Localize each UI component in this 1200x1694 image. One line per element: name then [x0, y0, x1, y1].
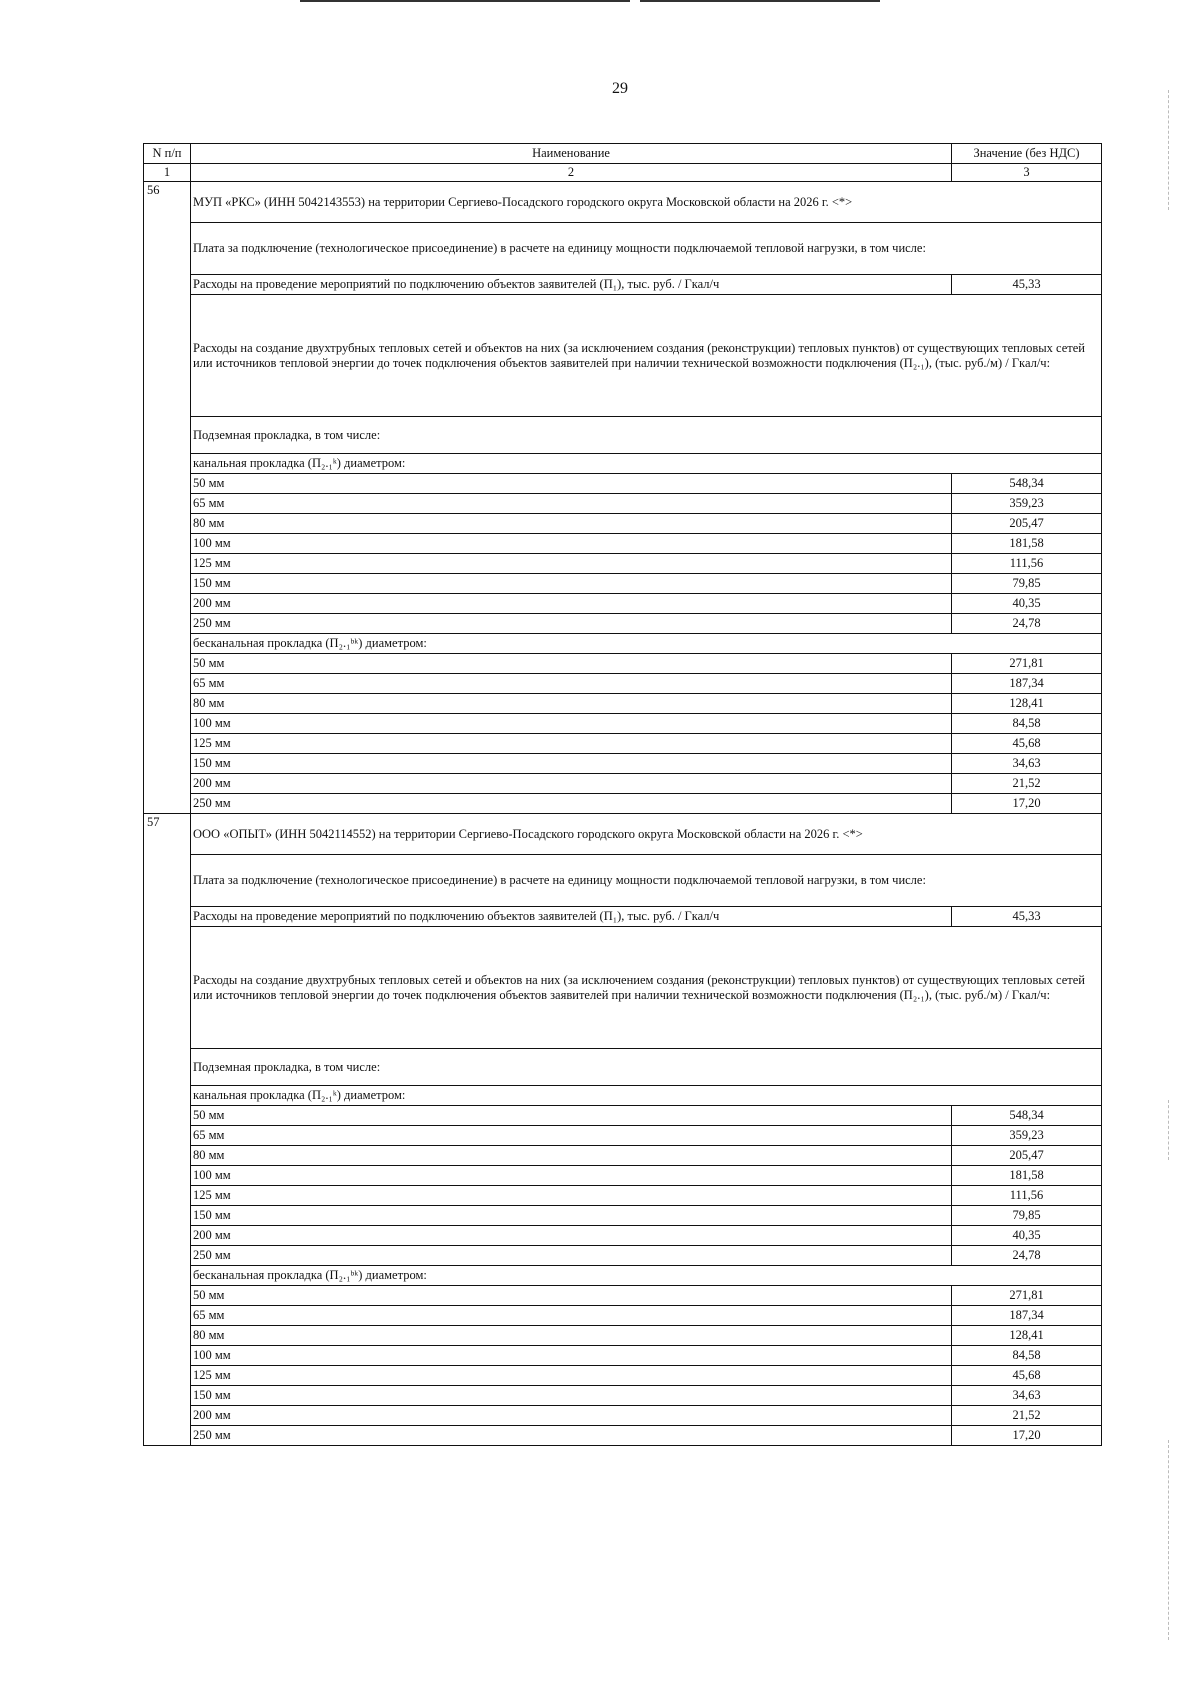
diameter-label: 100 мм: [191, 1346, 952, 1366]
diameter-label: 65 мм: [191, 674, 952, 694]
diameter-label: 250 мм: [191, 1246, 952, 1266]
diameter-value: 271,81: [952, 654, 1102, 674]
diameter-label: 100 мм: [191, 714, 952, 734]
diameter-label: 80 мм: [191, 1146, 952, 1166]
table-row: [144, 734, 1102, 754]
p1-value: 45,33: [952, 275, 1102, 295]
diameter-value: 128,41: [952, 1326, 1102, 1346]
network-cost-row: [144, 927, 1102, 1049]
section-number: 56: [144, 182, 191, 814]
diameter-value: 45,68: [952, 734, 1102, 754]
network-cost-row: [144, 295, 1102, 417]
header-cell: Наименование: [191, 144, 952, 164]
diameter-value: 17,20: [952, 794, 1102, 814]
diameter-value: 17,20: [952, 1426, 1102, 1446]
column-number: 2: [191, 164, 952, 182]
page-number: 29: [612, 80, 628, 97]
column-number: 1: [144, 164, 191, 182]
diameter-label: 65 мм: [191, 1306, 952, 1326]
table-row: [144, 774, 1102, 794]
diameter-value: 34,63: [952, 1386, 1102, 1406]
diameter-value: 24,78: [952, 1246, 1102, 1266]
table-row: [144, 1426, 1102, 1446]
p1-value: 45,33: [952, 907, 1102, 927]
channelless-laying-label: бесканальная прокладка (П₂.₁ᵇᵏ) диаметром:: [191, 634, 1102, 654]
diameter-label: 200 мм: [191, 594, 952, 614]
diameter-value: 111,56: [952, 554, 1102, 574]
diameter-label: 65 мм: [191, 494, 952, 514]
column-number-row: [144, 164, 1102, 182]
diameter-value: 21,52: [952, 774, 1102, 794]
diameter-value: 40,35: [952, 1226, 1102, 1246]
diameter-value: 359,23: [952, 1126, 1102, 1146]
diameter-label: 150 мм: [191, 754, 952, 774]
table-row: [144, 554, 1102, 574]
diameter-value: 111,56: [952, 1186, 1102, 1206]
channel-laying-label: канальная прокладка (П₂.₁ᵏ) диаметром:: [191, 1086, 1102, 1106]
diameter-label: 80 мм: [191, 514, 952, 534]
table-row: [144, 1406, 1102, 1426]
scan-edge-mark: [1168, 1440, 1169, 1640]
table-row: [144, 1366, 1102, 1386]
diameter-label: 200 мм: [191, 1406, 952, 1426]
table-row: [144, 534, 1102, 554]
table-row: [144, 614, 1102, 634]
diameter-label: 100 мм: [191, 534, 952, 554]
diameter-value: 187,34: [952, 674, 1102, 694]
table-row: [144, 1226, 1102, 1246]
scan-top-line: [300, 0, 630, 2]
fee-intro-row: [144, 855, 1102, 907]
table-row: [144, 474, 1102, 494]
diameter-label: 80 мм: [191, 694, 952, 714]
channel-laying-label: канальная прокладка (П₂.₁ᵏ) диаметром:: [191, 454, 1102, 474]
table-row: [144, 794, 1102, 814]
diameter-label: 150 мм: [191, 1386, 952, 1406]
diameter-label: 200 мм: [191, 1226, 952, 1246]
diameter-label: 250 мм: [191, 1426, 952, 1446]
organization-name: ООО «ОПЫТ» (ИНН 5042114552) на территории Сергиево-Посадского городского округа Московской области на 2026 г. <*>: [191, 814, 1102, 855]
p1-row: [144, 907, 1102, 927]
table-row: [144, 654, 1102, 674]
table-row: [144, 714, 1102, 734]
network-cost-description: Расходы на создание двухтрубных тепловых сетей и объектов на них (за исключением создания (реконструкции) тепловых пунктов) от существующих тепловых сетей или источников тепловой энергии до точек подключения объектов заявителей при наличии технической возможности подключения (П₂.₁), (тыс. руб./м) / Гкал/ч:: [191, 927, 1102, 1049]
diameter-value: 128,41: [952, 694, 1102, 714]
diameter-label: 50 мм: [191, 1286, 952, 1306]
channelless-laying-label: бесканальная прокладка (П₂.₁ᵇᵏ) диаметром:: [191, 1266, 1102, 1286]
diameter-value: 21,52: [952, 1406, 1102, 1426]
tariff-table: [143, 143, 1102, 1446]
table-row: [144, 1386, 1102, 1406]
column-number: 3: [952, 164, 1102, 182]
scan-edge-mark: [1168, 1100, 1169, 1160]
table-row: [144, 1106, 1102, 1126]
table-row: [144, 574, 1102, 594]
diameter-label: 50 мм: [191, 654, 952, 674]
underground-row: [144, 417, 1102, 454]
diameter-value: 40,35: [952, 594, 1102, 614]
diameter-value: 205,47: [952, 1146, 1102, 1166]
underground-label: Подземная прокладка, в том числе:: [191, 1049, 1102, 1086]
table-row: [144, 1166, 1102, 1186]
fee-intro-text: Плата за подключение (технологическое присоединение) в расчете на единицу мощности подключаемой тепловой нагрузки, в том числе:: [191, 855, 1102, 907]
section-org-row: [144, 814, 1102, 855]
table-row: [144, 1306, 1102, 1326]
underground-row: [144, 1049, 1102, 1086]
scan-edge-mark: [1168, 90, 1169, 210]
table-row: [144, 1146, 1102, 1166]
table-row: [144, 514, 1102, 534]
diameter-value: 79,85: [952, 574, 1102, 594]
diameter-value: 359,23: [952, 494, 1102, 514]
diameter-value: 84,58: [952, 1346, 1102, 1366]
table-row: [144, 1206, 1102, 1226]
diameter-label: 250 мм: [191, 614, 952, 634]
channel-label-row: [144, 454, 1102, 474]
diameter-label: 125 мм: [191, 1186, 952, 1206]
diameter-value: 181,58: [952, 534, 1102, 554]
diameter-value: 187,34: [952, 1306, 1102, 1326]
diameter-value: 84,58: [952, 714, 1102, 734]
fee-intro-text: Плата за подключение (технологическое присоединение) в расчете на единицу мощности подключаемой тепловой нагрузки, в том числе:: [191, 223, 1102, 275]
table-row: [144, 754, 1102, 774]
table-row: [144, 1346, 1102, 1366]
table-row: [144, 1186, 1102, 1206]
underground-label: Подземная прокладка, в том числе:: [191, 417, 1102, 454]
diameter-label: 125 мм: [191, 1366, 952, 1386]
section-number: 57: [144, 814, 191, 1446]
channelless-label-row: [144, 634, 1102, 654]
p1-label: Расходы на проведение мероприятий по подключению объектов заявителей (П₁), тыс. руб. / Гкал/ч: [191, 907, 952, 927]
table-row: [144, 494, 1102, 514]
diameter-value: 34,63: [952, 754, 1102, 774]
diameter-label: 150 мм: [191, 574, 952, 594]
table-row: [144, 674, 1102, 694]
channelless-label-row: [144, 1266, 1102, 1286]
diameter-label: 150 мм: [191, 1206, 952, 1226]
diameter-value: 181,58: [952, 1166, 1102, 1186]
diameter-value: 45,68: [952, 1366, 1102, 1386]
diameter-label: 80 мм: [191, 1326, 952, 1346]
table-row: [144, 594, 1102, 614]
table-row: [144, 1286, 1102, 1306]
table-row: [144, 1246, 1102, 1266]
diameter-label: 50 мм: [191, 1106, 952, 1126]
table-row: [144, 1326, 1102, 1346]
table-row: [144, 1126, 1102, 1146]
diameter-value: 79,85: [952, 1206, 1102, 1226]
diameter-value: 548,34: [952, 474, 1102, 494]
header-cell: N п/п: [144, 144, 191, 164]
channel-label-row: [144, 1086, 1102, 1106]
scan-top-line: [640, 0, 880, 2]
diameter-label: 250 мм: [191, 794, 952, 814]
network-cost-description: Расходы на создание двухтрубных тепловых сетей и объектов на них (за исключением создания (реконструкции) тепловых пунктов) от существующих тепловых сетей или источников тепловой энергии до точек подключения объектов заявителей при наличии технической возможности подключения (П₂.₁), (тыс. руб./м) / Гкал/ч:: [191, 295, 1102, 417]
header-row: [144, 144, 1102, 164]
section-org-row: [144, 182, 1102, 223]
p1-row: [144, 275, 1102, 295]
diameter-label: 65 мм: [191, 1126, 952, 1146]
diameter-value: 205,47: [952, 514, 1102, 534]
diameter-value: 548,34: [952, 1106, 1102, 1126]
diameter-value: 24,78: [952, 614, 1102, 634]
fee-intro-row: [144, 223, 1102, 275]
diameter-label: 200 мм: [191, 774, 952, 794]
diameter-label: 100 мм: [191, 1166, 952, 1186]
organization-name: МУП «РКС» (ИНН 5042143553) на территории Сергиево-Посадского городского округа Московской области на 2026 г. <*>: [191, 182, 1102, 223]
diameter-label: 125 мм: [191, 734, 952, 754]
diameter-label: 125 мм: [191, 554, 952, 574]
p1-label: Расходы на проведение мероприятий по подключению объектов заявителей (П₁), тыс. руб. / Гкал/ч: [191, 275, 952, 295]
diameter-label: 50 мм: [191, 474, 952, 494]
table-row: [144, 694, 1102, 714]
diameter-value: 271,81: [952, 1286, 1102, 1306]
header-cell: Значение (без НДС): [952, 144, 1102, 164]
